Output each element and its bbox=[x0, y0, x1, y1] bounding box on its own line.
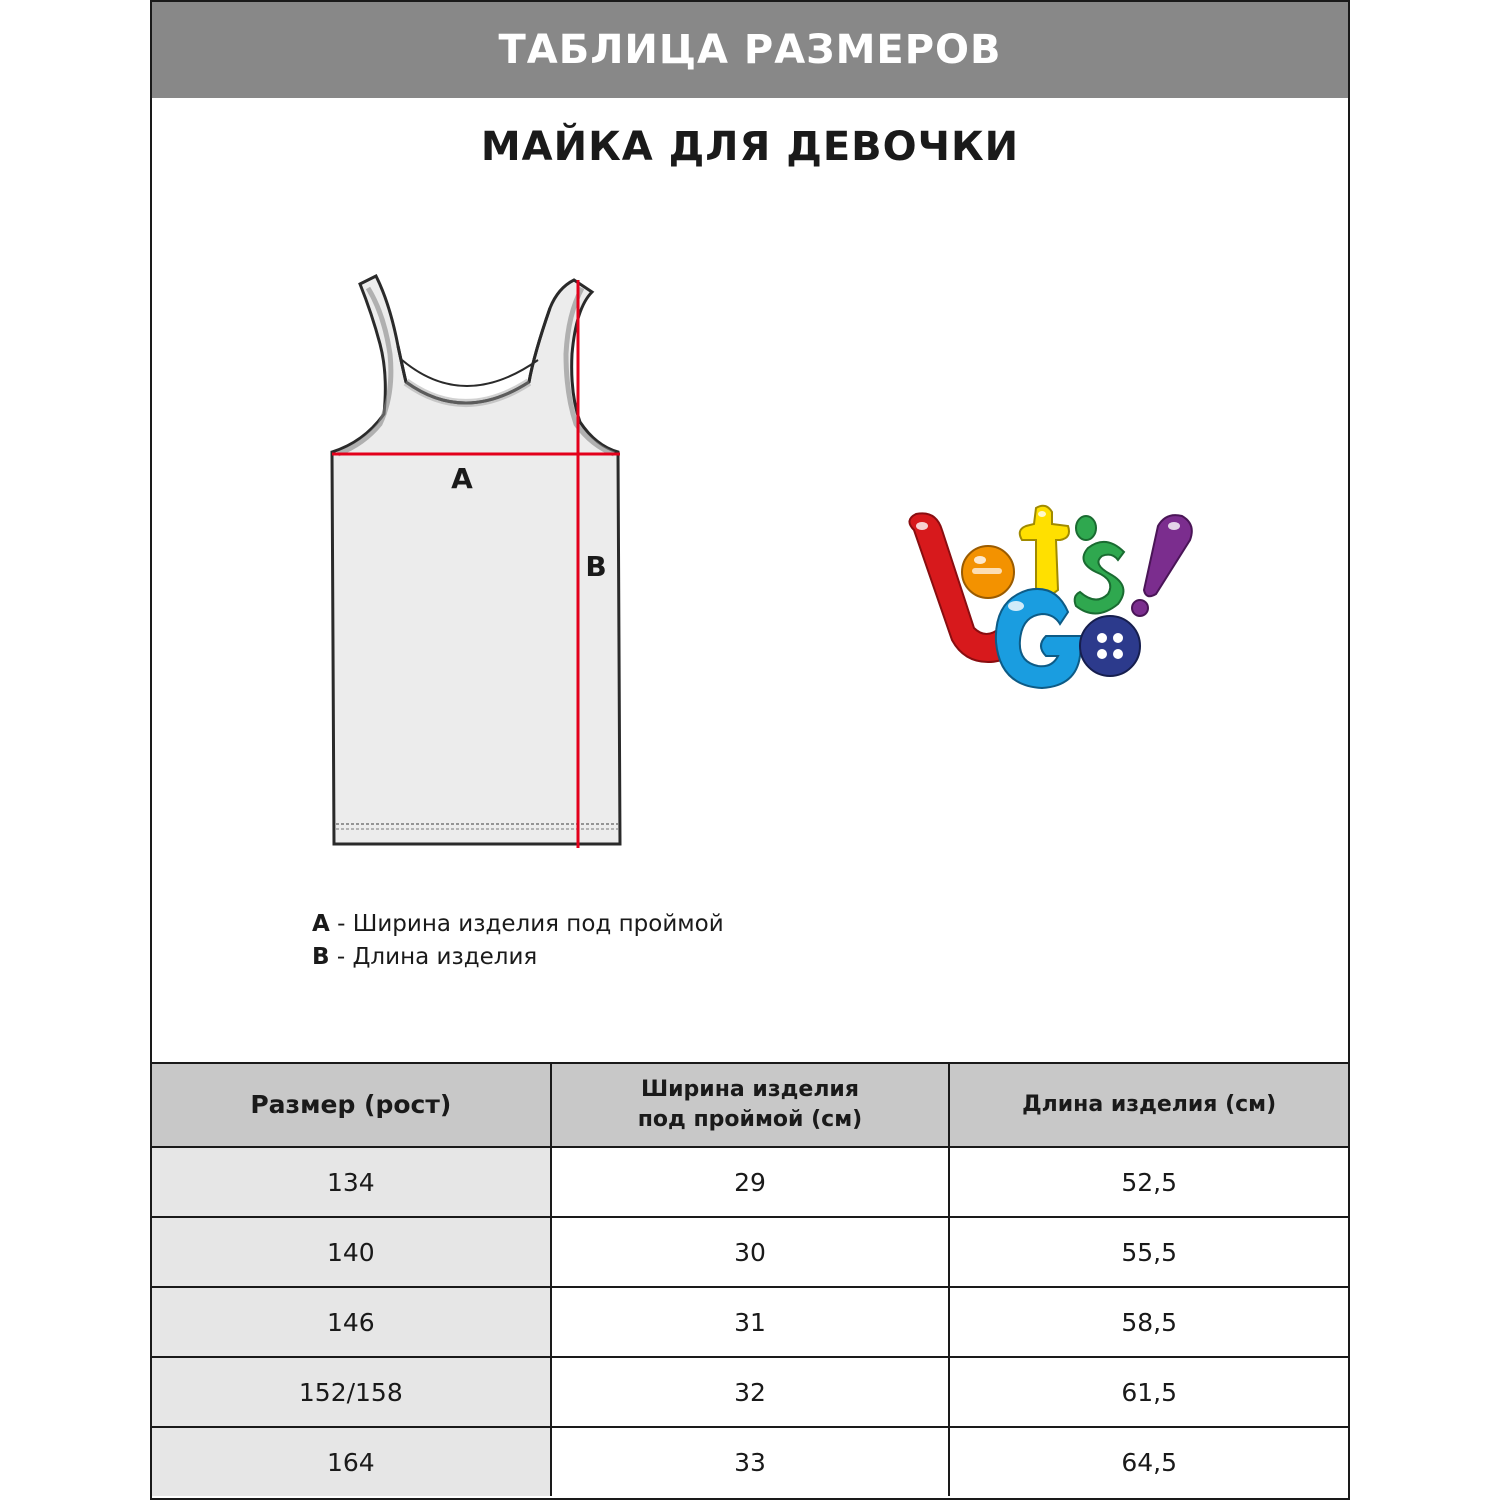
product-title: МАЙКА ДЛЯ ДЕВОЧКИ bbox=[480, 124, 1020, 170]
logo-letter-t bbox=[1020, 506, 1069, 596]
cell-size: 152/158 bbox=[152, 1357, 551, 1427]
cell-size: 134 bbox=[152, 1147, 551, 1217]
logo-exclamation bbox=[1144, 515, 1192, 596]
cell-size: 164 bbox=[152, 1427, 551, 1496]
cell-width: 33 bbox=[551, 1427, 950, 1496]
col-header-length: Длина изделия (см) bbox=[949, 1063, 1348, 1147]
table-header-row bbox=[152, 1063, 1348, 1147]
neckline-inner bbox=[402, 360, 538, 386]
logo-apostrophe bbox=[1076, 516, 1096, 540]
legend-text-b: - Длина изделия bbox=[329, 944, 538, 970]
cell-length: 55,5 bbox=[949, 1217, 1348, 1287]
size-table bbox=[152, 1062, 1348, 1496]
table-row bbox=[152, 1147, 1348, 1217]
page-title: ТАБЛИЦА РАЗМЕРОВ bbox=[498, 27, 1002, 73]
cell-length: 52,5 bbox=[949, 1147, 1348, 1217]
cell-width: 32 bbox=[551, 1357, 950, 1427]
cell-length: 58,5 bbox=[949, 1287, 1348, 1357]
col-header-width bbox=[551, 1063, 950, 1147]
legend-text-a: - Ширина изделия под проймой bbox=[329, 911, 724, 937]
tank-top-diagram bbox=[324, 274, 654, 864]
size-chart-frame bbox=[150, 0, 1350, 1500]
logo-letter-g bbox=[996, 589, 1082, 688]
measure-label-a: A bbox=[451, 462, 473, 495]
lets-go-logo bbox=[896, 500, 1206, 700]
legend-item-b bbox=[312, 941, 724, 974]
legend-key-b: B bbox=[312, 944, 330, 970]
legend-item-a bbox=[312, 908, 724, 941]
cell-width: 31 bbox=[551, 1287, 950, 1357]
cell-length: 64,5 bbox=[949, 1427, 1348, 1496]
table-row bbox=[152, 1217, 1348, 1287]
cell-width: 30 bbox=[551, 1217, 950, 1287]
cell-size: 140 bbox=[152, 1217, 551, 1287]
cell-width: 29 bbox=[551, 1147, 950, 1217]
table-row bbox=[152, 1287, 1348, 1357]
table-row bbox=[152, 1427, 1348, 1496]
legend bbox=[312, 908, 724, 974]
measure-label-b: B bbox=[585, 550, 607, 583]
logo-letter-s bbox=[1075, 542, 1124, 614]
logo-letter-o bbox=[1080, 616, 1140, 676]
col-header-width-text: Ширина изделия под проймой (см) bbox=[637, 1077, 863, 1132]
cell-length: 61,5 bbox=[949, 1357, 1348, 1427]
table-row bbox=[152, 1357, 1348, 1427]
legend-key-a: A bbox=[312, 911, 330, 937]
col-header-size: Размер (рост) bbox=[152, 1063, 551, 1147]
logo-exclamation-dot bbox=[1132, 600, 1148, 616]
header-bar bbox=[152, 2, 1348, 98]
cell-size: 146 bbox=[152, 1287, 551, 1357]
